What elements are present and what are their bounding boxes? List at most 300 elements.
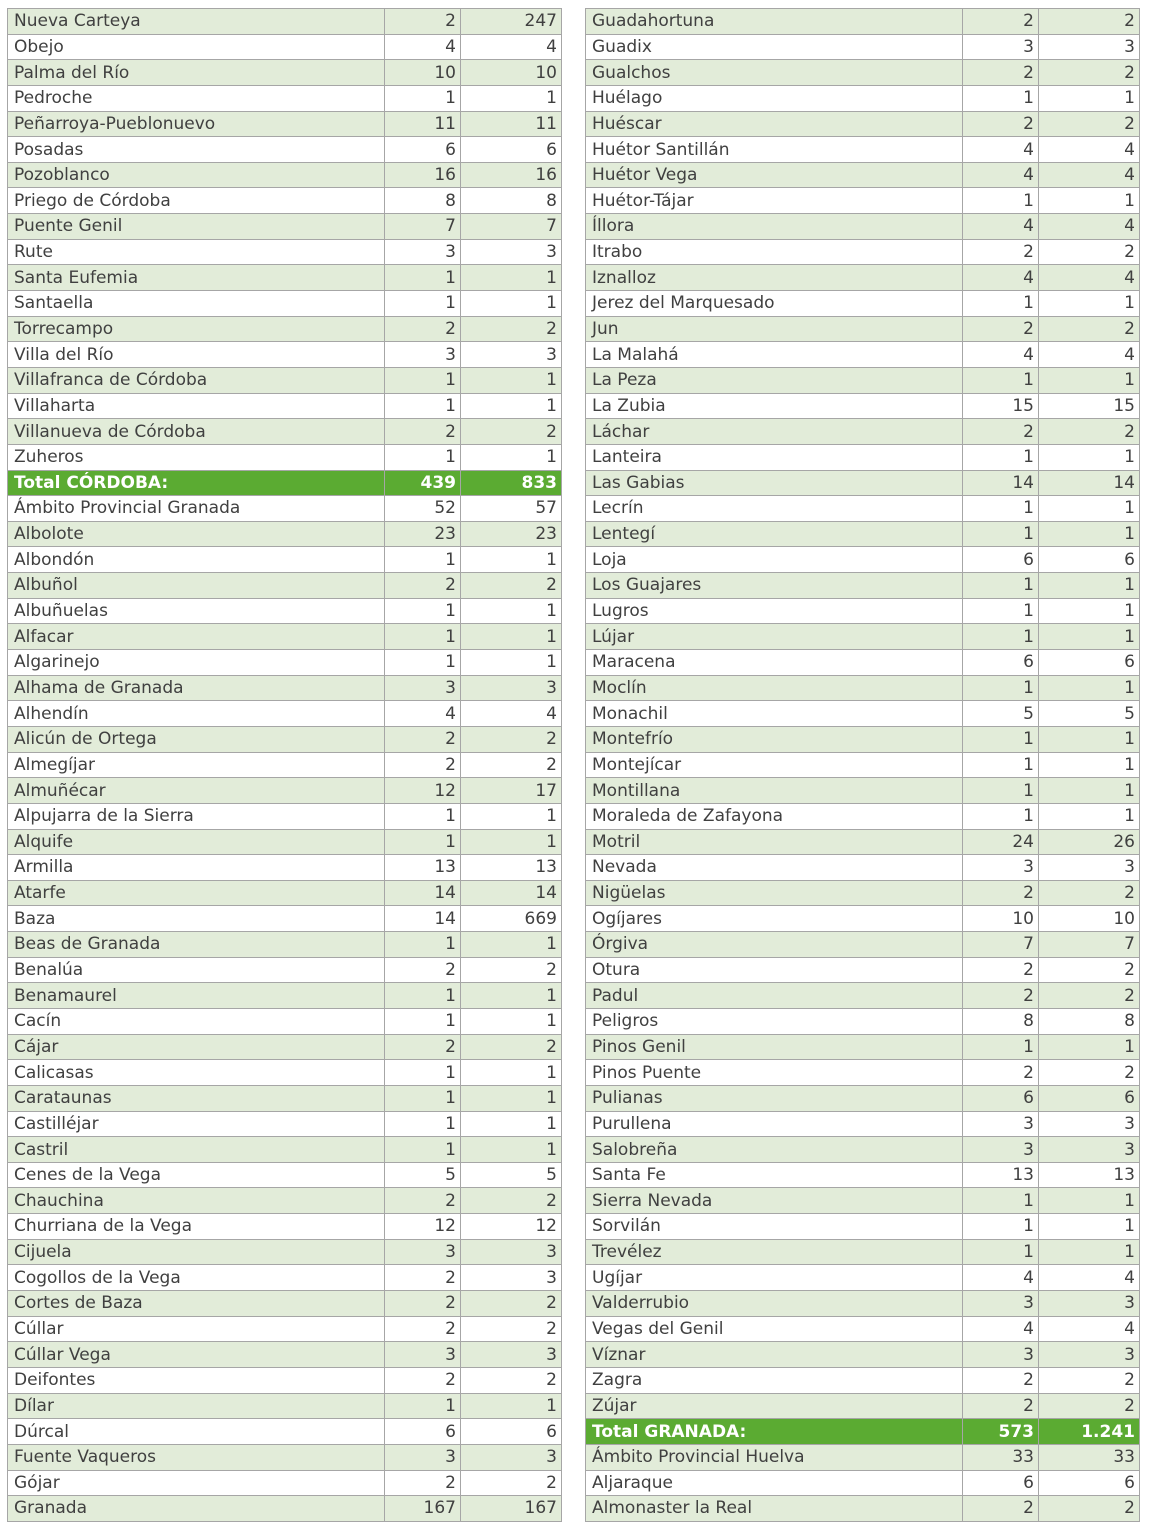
count-b-cell: 3 bbox=[461, 1239, 562, 1265]
count-b-cell: 247 bbox=[461, 9, 562, 35]
count-a-cell: 2 bbox=[385, 957, 461, 983]
count-a-cell: 2 bbox=[385, 316, 461, 342]
count-b-cell: 1 bbox=[1039, 624, 1140, 650]
table-row bbox=[8, 137, 562, 163]
count-b-cell: 17 bbox=[461, 778, 562, 804]
municipality-cell: Alfacar bbox=[8, 624, 385, 650]
table-row bbox=[8, 239, 562, 265]
count-b-cell: 5 bbox=[1039, 701, 1140, 727]
count-a-cell: 3 bbox=[963, 855, 1039, 881]
left-data-table bbox=[7, 8, 562, 1522]
table-row bbox=[586, 726, 1140, 752]
municipality-cell: Palma del Río bbox=[8, 60, 385, 86]
table-row bbox=[586, 1316, 1140, 1342]
table-row bbox=[586, 1188, 1140, 1214]
count-a-cell: 4 bbox=[963, 1265, 1039, 1291]
count-b-cell: 3 bbox=[1039, 1111, 1140, 1137]
table-row bbox=[586, 9, 1140, 35]
table-row bbox=[8, 342, 562, 368]
table-row bbox=[8, 1188, 562, 1214]
municipality-cell: Albuñuelas bbox=[8, 598, 385, 624]
municipality-cell: Zagra bbox=[586, 1367, 963, 1393]
table-row bbox=[586, 983, 1140, 1009]
table-row bbox=[586, 598, 1140, 624]
count-a-cell: 12 bbox=[385, 1214, 461, 1240]
count-b-cell: 2 bbox=[1039, 419, 1140, 445]
municipality-cell: Alicún de Ortega bbox=[8, 726, 385, 752]
municipality-cell: Valderrubio bbox=[586, 1291, 963, 1317]
count-b-cell: 1 bbox=[1039, 367, 1140, 393]
count-a-cell: 1 bbox=[385, 393, 461, 419]
count-b-cell: 4 bbox=[1039, 265, 1140, 291]
municipality-cell: Lújar bbox=[586, 624, 963, 650]
municipality-cell: Almuñécar bbox=[8, 778, 385, 804]
count-a-cell: 1 bbox=[963, 803, 1039, 829]
table-row bbox=[586, 265, 1140, 291]
count-a-cell: 1 bbox=[963, 1034, 1039, 1060]
municipality-cell: Maracena bbox=[586, 650, 963, 676]
count-b-cell: 2 bbox=[1039, 1060, 1140, 1086]
count-b-cell: 3 bbox=[461, 1342, 562, 1368]
table-row bbox=[8, 1393, 562, 1419]
municipality-cell: Ogíjares bbox=[586, 906, 963, 932]
table-row bbox=[586, 701, 1140, 727]
table-row bbox=[586, 650, 1140, 676]
count-b-cell: 2 bbox=[461, 316, 562, 342]
table-row bbox=[8, 85, 562, 111]
municipality-cell: Santa Fe bbox=[586, 1162, 963, 1188]
count-a-cell: 2 bbox=[963, 1367, 1039, 1393]
count-a-cell: 13 bbox=[385, 855, 461, 881]
count-a-cell: 1 bbox=[963, 675, 1039, 701]
municipality-cell: Guadix bbox=[586, 34, 963, 60]
count-a-cell: 1 bbox=[963, 291, 1039, 317]
count-a-cell: 1 bbox=[385, 291, 461, 317]
count-b-cell: 1 bbox=[461, 367, 562, 393]
count-a-cell: 1 bbox=[963, 1239, 1039, 1265]
count-b-cell: 2 bbox=[461, 1316, 562, 1342]
municipality-cell: Alhama de Granada bbox=[8, 675, 385, 701]
count-a-cell: 2 bbox=[385, 1291, 461, 1317]
count-a-cell: 4 bbox=[963, 265, 1039, 291]
count-a-cell: 1 bbox=[385, 1008, 461, 1034]
table-row bbox=[586, 367, 1140, 393]
count-b-cell: 1 bbox=[461, 803, 562, 829]
count-a-cell: 1 bbox=[385, 624, 461, 650]
table-row bbox=[8, 1291, 562, 1317]
count-b-cell: 4 bbox=[1039, 1316, 1140, 1342]
count-a-cell: 16 bbox=[385, 162, 461, 188]
count-b-cell: 1 bbox=[461, 1111, 562, 1137]
count-a-cell: 2 bbox=[963, 111, 1039, 137]
table-row bbox=[586, 162, 1140, 188]
count-a-cell: 13 bbox=[963, 1162, 1039, 1188]
count-a-cell: 24 bbox=[963, 829, 1039, 855]
count-a-cell: 1 bbox=[385, 1111, 461, 1137]
table-row bbox=[8, 521, 562, 547]
count-b-cell: 7 bbox=[1039, 932, 1140, 958]
count-a-cell: 573 bbox=[963, 1419, 1039, 1445]
count-a-cell: 15 bbox=[963, 393, 1039, 419]
municipality-cell: Fuente Vaqueros bbox=[8, 1444, 385, 1470]
count-b-cell: 11 bbox=[461, 111, 562, 137]
table-row bbox=[8, 932, 562, 958]
table-row bbox=[8, 957, 562, 983]
table-row bbox=[586, 932, 1140, 958]
count-b-cell: 3 bbox=[1039, 1342, 1140, 1368]
count-b-cell: 2 bbox=[1039, 1496, 1140, 1522]
count-b-cell: 2 bbox=[461, 1470, 562, 1496]
municipality-cell: Moraleda de Zafayona bbox=[586, 803, 963, 829]
table-row bbox=[8, 419, 562, 445]
total-row bbox=[586, 1419, 1140, 1445]
count-b-cell: 4 bbox=[1039, 214, 1140, 240]
table-row bbox=[586, 624, 1140, 650]
municipality-cell: Albolote bbox=[8, 521, 385, 547]
table-row bbox=[586, 111, 1140, 137]
municipality-cell: Cacín bbox=[8, 1008, 385, 1034]
municipality-cell: La Zubia bbox=[586, 393, 963, 419]
count-a-cell: 4 bbox=[385, 701, 461, 727]
count-b-cell: 1 bbox=[461, 85, 562, 111]
municipality-cell: Total CÓRDOBA: bbox=[8, 470, 385, 496]
count-a-cell: 10 bbox=[385, 60, 461, 86]
table-row bbox=[586, 419, 1140, 445]
municipality-cell: Montillana bbox=[586, 778, 963, 804]
table-row bbox=[8, 1444, 562, 1470]
table-row bbox=[586, 1367, 1140, 1393]
table-row bbox=[586, 60, 1140, 86]
count-b-cell: 2 bbox=[1039, 111, 1140, 137]
count-b-cell: 167 bbox=[461, 1496, 562, 1522]
count-a-cell: 1 bbox=[385, 650, 461, 676]
count-b-cell: 2 bbox=[461, 1188, 562, 1214]
count-a-cell: 11 bbox=[385, 111, 461, 137]
municipality-cell: Chauchina bbox=[8, 1188, 385, 1214]
count-a-cell: 1 bbox=[963, 367, 1039, 393]
count-b-cell: 1 bbox=[1039, 726, 1140, 752]
table-row bbox=[8, 1239, 562, 1265]
table-row bbox=[586, 1162, 1140, 1188]
count-a-cell: 2 bbox=[963, 1496, 1039, 1522]
table-row bbox=[8, 573, 562, 599]
count-a-cell: 167 bbox=[385, 1496, 461, 1522]
table-row bbox=[586, 829, 1140, 855]
count-a-cell: 5 bbox=[385, 1162, 461, 1188]
count-b-cell: 1 bbox=[461, 444, 562, 470]
municipality-cell: Santaella bbox=[8, 291, 385, 317]
count-a-cell: 2 bbox=[385, 419, 461, 445]
table-row bbox=[586, 1214, 1140, 1240]
count-a-cell: 2 bbox=[385, 1316, 461, 1342]
municipality-cell: Villanueva de Córdoba bbox=[8, 419, 385, 445]
count-a-cell: 4 bbox=[385, 34, 461, 60]
count-b-cell: 16 bbox=[461, 162, 562, 188]
count-b-cell: 2 bbox=[461, 752, 562, 778]
table-row bbox=[586, 521, 1140, 547]
count-a-cell: 1 bbox=[963, 778, 1039, 804]
count-a-cell: 10 bbox=[963, 906, 1039, 932]
count-b-cell: 2 bbox=[461, 419, 562, 445]
count-a-cell: 1 bbox=[963, 521, 1039, 547]
count-b-cell: 1 bbox=[461, 829, 562, 855]
count-a-cell: 7 bbox=[385, 214, 461, 240]
count-b-cell: 4 bbox=[461, 34, 562, 60]
table-row bbox=[8, 1419, 562, 1445]
municipality-cell: Algarinejo bbox=[8, 650, 385, 676]
municipality-cell: Pinos Genil bbox=[586, 1034, 963, 1060]
count-b-cell: 2 bbox=[461, 1367, 562, 1393]
count-b-cell: 4 bbox=[1039, 1265, 1140, 1291]
count-b-cell: 26 bbox=[1039, 829, 1140, 855]
municipality-cell: Trevélez bbox=[586, 1239, 963, 1265]
count-a-cell: 3 bbox=[385, 675, 461, 701]
table-row bbox=[586, 880, 1140, 906]
count-a-cell: 3 bbox=[385, 239, 461, 265]
table-row bbox=[8, 1470, 562, 1496]
table-row bbox=[8, 9, 562, 35]
municipality-cell: Obejo bbox=[8, 34, 385, 60]
count-b-cell: 57 bbox=[461, 496, 562, 522]
municipality-cell: Cogollos de la Vega bbox=[8, 1265, 385, 1291]
table-row bbox=[8, 1342, 562, 1368]
municipality-cell: La Malahá bbox=[586, 342, 963, 368]
table-row bbox=[8, 650, 562, 676]
count-b-cell: 23 bbox=[461, 521, 562, 547]
table-row bbox=[586, 342, 1140, 368]
municipality-cell: Alpujarra de la Sierra bbox=[8, 803, 385, 829]
count-a-cell: 1 bbox=[385, 1060, 461, 1086]
municipality-cell: Aljaraque bbox=[586, 1470, 963, 1496]
municipality-cell: Alhendín bbox=[8, 701, 385, 727]
municipality-cell: Zújar bbox=[586, 1393, 963, 1419]
count-b-cell: 3 bbox=[461, 342, 562, 368]
municipality-cell: Padul bbox=[586, 983, 963, 1009]
table-row bbox=[586, 1085, 1140, 1111]
count-b-cell: 1 bbox=[1039, 752, 1140, 778]
count-b-cell: 1 bbox=[1039, 188, 1140, 214]
municipality-cell: Pinos Puente bbox=[586, 1060, 963, 1086]
table-row bbox=[586, 316, 1140, 342]
municipality-cell: Sierra Nevada bbox=[586, 1188, 963, 1214]
total-row bbox=[8, 470, 562, 496]
count-a-cell: 1 bbox=[385, 1085, 461, 1111]
table-row bbox=[8, 34, 562, 60]
municipality-cell: Villa del Río bbox=[8, 342, 385, 368]
municipality-cell: Granada bbox=[8, 1496, 385, 1522]
municipality-cell: Puente Genil bbox=[8, 214, 385, 240]
count-a-cell: 14 bbox=[963, 470, 1039, 496]
count-b-cell: 1 bbox=[461, 932, 562, 958]
municipality-cell: Cijuela bbox=[8, 1239, 385, 1265]
table-row bbox=[586, 137, 1140, 163]
table-row bbox=[8, 214, 562, 240]
count-b-cell: 10 bbox=[461, 60, 562, 86]
count-b-cell: 669 bbox=[461, 906, 562, 932]
count-b-cell: 3 bbox=[1039, 1291, 1140, 1317]
municipality-cell: Lecrín bbox=[586, 496, 963, 522]
municipality-cell: Carataunas bbox=[8, 1085, 385, 1111]
municipality-cell: Peligros bbox=[586, 1008, 963, 1034]
table-row bbox=[8, 1034, 562, 1060]
municipality-cell: Gualchos bbox=[586, 60, 963, 86]
count-a-cell: 1 bbox=[385, 547, 461, 573]
count-b-cell: 2 bbox=[461, 573, 562, 599]
municipality-cell: Nueva Carteya bbox=[8, 9, 385, 35]
table-row bbox=[586, 444, 1140, 470]
municipality-cell: Vegas del Genil bbox=[586, 1316, 963, 1342]
municipality-cell: Láchar bbox=[586, 419, 963, 445]
table-row bbox=[586, 1008, 1140, 1034]
table-row bbox=[586, 573, 1140, 599]
table-row bbox=[586, 906, 1140, 932]
count-a-cell: 3 bbox=[963, 1111, 1039, 1137]
count-b-cell: 5 bbox=[461, 1162, 562, 1188]
count-a-cell: 1 bbox=[385, 932, 461, 958]
count-b-cell: 1 bbox=[1039, 1034, 1140, 1060]
table-row bbox=[8, 393, 562, 419]
table-row bbox=[586, 85, 1140, 111]
municipality-cell: Castril bbox=[8, 1137, 385, 1163]
municipality-cell: Dúrcal bbox=[8, 1419, 385, 1445]
municipality-cell: Benamaurel bbox=[8, 983, 385, 1009]
count-b-cell: 1 bbox=[1039, 85, 1140, 111]
count-b-cell: 1 bbox=[1039, 496, 1140, 522]
count-b-cell: 2 bbox=[1039, 880, 1140, 906]
count-b-cell: 14 bbox=[461, 880, 562, 906]
count-b-cell: 1 bbox=[461, 598, 562, 624]
municipality-cell: Iznalloz bbox=[586, 265, 963, 291]
municipality-cell: Pulianas bbox=[586, 1085, 963, 1111]
table-row bbox=[586, 393, 1140, 419]
table-row bbox=[8, 598, 562, 624]
municipality-cell: Guadahortuna bbox=[586, 9, 963, 35]
municipality-cell: Moclín bbox=[586, 675, 963, 701]
municipality-cell: Purullena bbox=[586, 1111, 963, 1137]
count-b-cell: 4 bbox=[1039, 342, 1140, 368]
count-b-cell: 2 bbox=[1039, 239, 1140, 265]
table-row bbox=[586, 1034, 1140, 1060]
count-a-cell: 2 bbox=[963, 316, 1039, 342]
count-a-cell: 2 bbox=[385, 1188, 461, 1214]
count-b-cell: 1 bbox=[461, 1393, 562, 1419]
count-b-cell: 8 bbox=[461, 188, 562, 214]
municipality-cell: Nevada bbox=[586, 855, 963, 881]
count-b-cell: 2 bbox=[1039, 9, 1140, 35]
municipality-cell: Peñarroya-Pueblonuevo bbox=[8, 111, 385, 137]
count-a-cell: 2 bbox=[385, 752, 461, 778]
table-row bbox=[586, 1111, 1140, 1137]
count-b-cell: 3 bbox=[1039, 855, 1140, 881]
count-b-cell: 2 bbox=[1039, 1393, 1140, 1419]
municipality-cell: Santa Eufemia bbox=[8, 265, 385, 291]
count-b-cell: 1 bbox=[1039, 778, 1140, 804]
count-b-cell: 1 bbox=[461, 393, 562, 419]
count-a-cell: 1 bbox=[385, 1393, 461, 1419]
table-row bbox=[8, 291, 562, 317]
municipality-cell: Almegíjar bbox=[8, 752, 385, 778]
count-a-cell: 4 bbox=[963, 162, 1039, 188]
count-b-cell: 1 bbox=[461, 1008, 562, 1034]
count-a-cell: 14 bbox=[385, 880, 461, 906]
count-a-cell: 2 bbox=[385, 1265, 461, 1291]
table-row bbox=[8, 701, 562, 727]
municipality-cell: Íllora bbox=[586, 214, 963, 240]
table-row bbox=[8, 906, 562, 932]
count-a-cell: 52 bbox=[385, 496, 461, 522]
municipality-cell: Huélago bbox=[586, 85, 963, 111]
municipality-cell: Torrecampo bbox=[8, 316, 385, 342]
count-a-cell: 1 bbox=[963, 1214, 1039, 1240]
municipality-cell: Montefrío bbox=[586, 726, 963, 752]
count-b-cell: 2 bbox=[461, 1291, 562, 1317]
table-row bbox=[586, 34, 1140, 60]
count-b-cell: 8 bbox=[1039, 1008, 1140, 1034]
count-b-cell: 2 bbox=[1039, 60, 1140, 86]
count-a-cell: 2 bbox=[963, 1060, 1039, 1086]
municipality-cell: Priego de Córdoba bbox=[8, 188, 385, 214]
count-b-cell: 4 bbox=[461, 701, 562, 727]
count-b-cell: 13 bbox=[1039, 1162, 1140, 1188]
count-b-cell: 2 bbox=[1039, 1367, 1140, 1393]
count-a-cell: 2 bbox=[963, 880, 1039, 906]
municipality-cell: Ugíjar bbox=[586, 1265, 963, 1291]
count-a-cell: 4 bbox=[963, 214, 1039, 240]
table-row bbox=[8, 829, 562, 855]
municipality-cell: Churriana de la Vega bbox=[8, 1214, 385, 1240]
count-a-cell: 1 bbox=[385, 85, 461, 111]
count-b-cell: 1 bbox=[461, 1137, 562, 1163]
count-b-cell: 1 bbox=[461, 265, 562, 291]
table-row bbox=[586, 291, 1140, 317]
count-b-cell: 6 bbox=[461, 1419, 562, 1445]
count-a-cell: 1 bbox=[963, 188, 1039, 214]
count-b-cell: 1 bbox=[1039, 1188, 1140, 1214]
count-a-cell: 3 bbox=[963, 1342, 1039, 1368]
table-row bbox=[586, 1470, 1140, 1496]
municipality-cell: Baza bbox=[8, 906, 385, 932]
count-a-cell: 23 bbox=[385, 521, 461, 547]
municipality-cell: Armilla bbox=[8, 855, 385, 881]
table-row bbox=[8, 1111, 562, 1137]
municipality-cell: Dílar bbox=[8, 1393, 385, 1419]
count-a-cell: 1 bbox=[963, 85, 1039, 111]
count-a-cell: 5 bbox=[963, 701, 1039, 727]
count-b-cell: 4 bbox=[1039, 162, 1140, 188]
left-table-body bbox=[8, 9, 562, 1522]
municipality-cell: Motril bbox=[586, 829, 963, 855]
table-row bbox=[586, 1060, 1140, 1086]
municipality-cell: Huétor-Tájar bbox=[586, 188, 963, 214]
municipality-cell: Cortes de Baza bbox=[8, 1291, 385, 1317]
municipality-cell: Monachil bbox=[586, 701, 963, 727]
count-a-cell: 1 bbox=[963, 496, 1039, 522]
count-b-cell: 1 bbox=[1039, 1214, 1140, 1240]
municipality-cell: Lentegí bbox=[586, 521, 963, 547]
municipality-cell: Montejícar bbox=[586, 752, 963, 778]
count-b-cell: 1 bbox=[1039, 675, 1140, 701]
count-b-cell: 1 bbox=[461, 983, 562, 1009]
count-b-cell: 1 bbox=[1039, 444, 1140, 470]
count-a-cell: 6 bbox=[963, 650, 1039, 676]
count-a-cell: 14 bbox=[385, 906, 461, 932]
count-a-cell: 2 bbox=[963, 239, 1039, 265]
municipality-cell: Salobreña bbox=[586, 1137, 963, 1163]
count-a-cell: 1 bbox=[385, 803, 461, 829]
count-a-cell: 1 bbox=[963, 726, 1039, 752]
count-b-cell: 1 bbox=[461, 1060, 562, 1086]
count-b-cell: 3 bbox=[1039, 34, 1140, 60]
